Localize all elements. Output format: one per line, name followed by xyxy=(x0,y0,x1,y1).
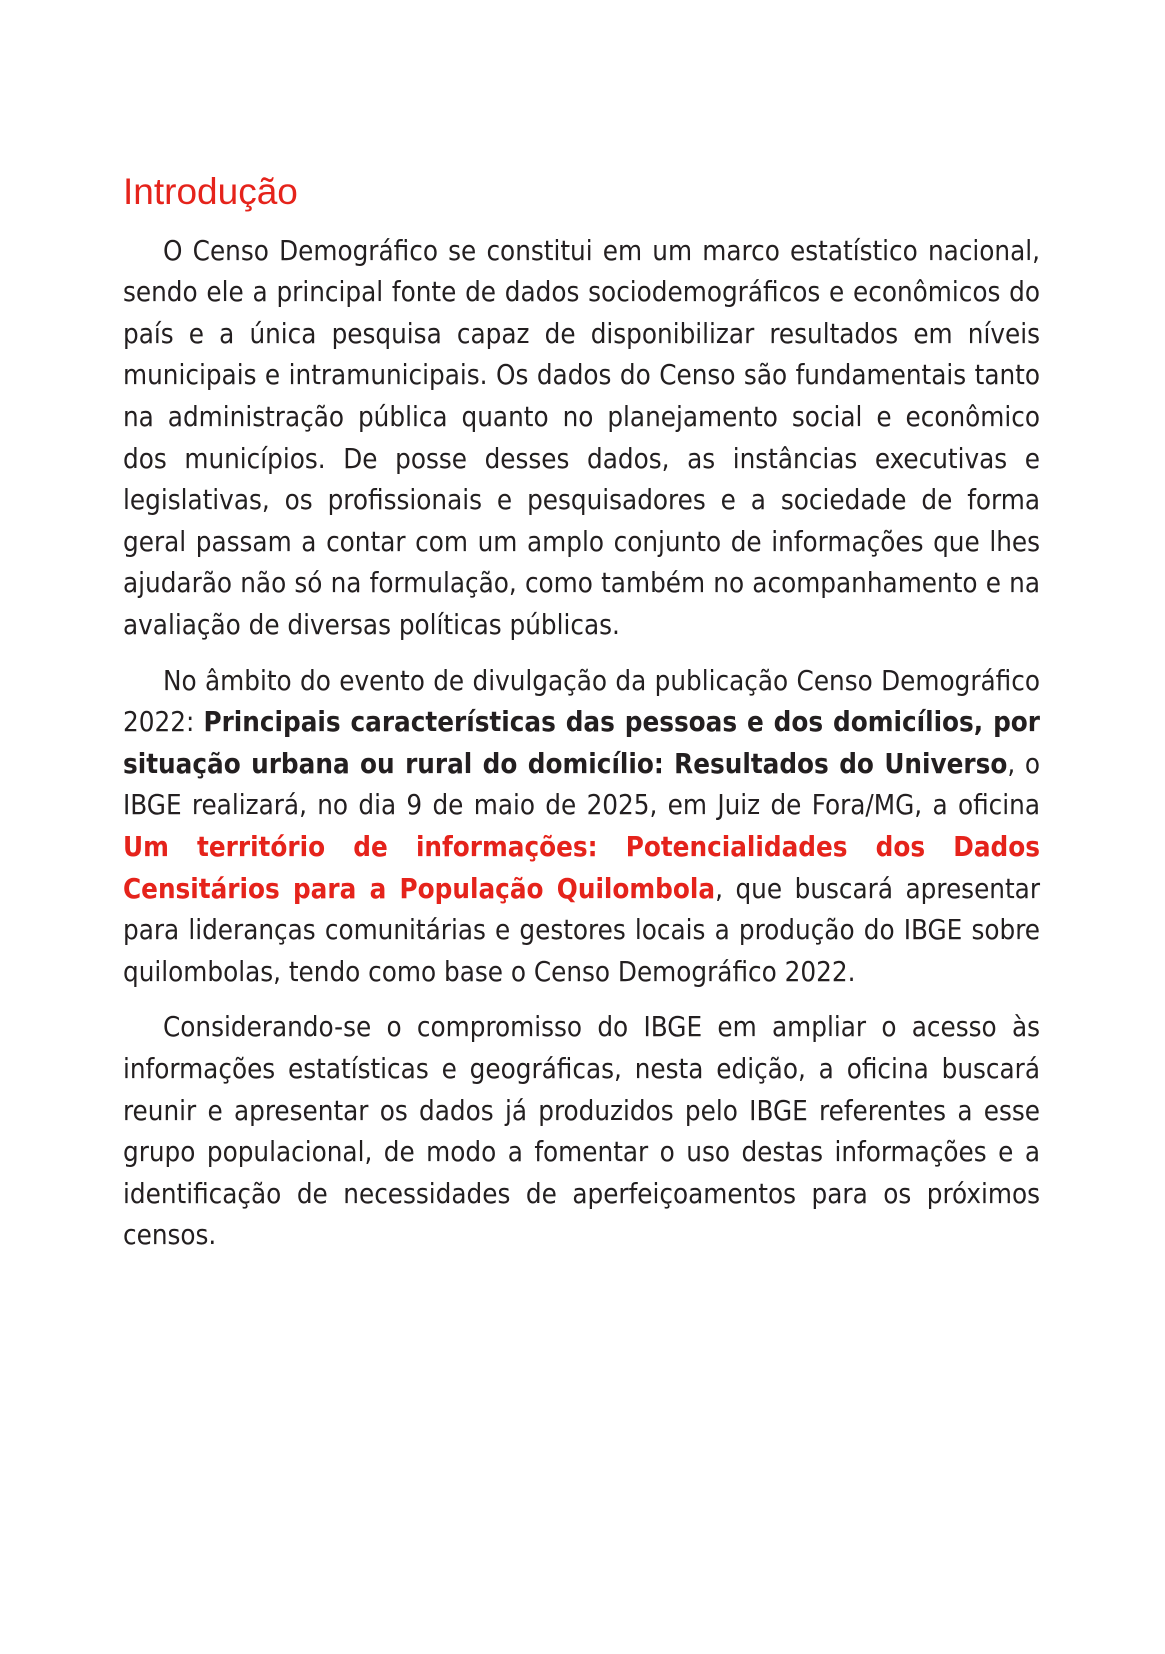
paragraph-3: Considerando-se o compromisso do IBGE em ampliar o acesso às informações estatísticas e geográficas, nesta edição, a oficina buscará reunir e apresentar os dados já produzidos pelo IBGE referentes a esse grupo populacional, de modo a fomentar o uso destas informações e a identificação de necessidades de aperfeiçoamentos para os próximos censos. xyxy=(123,1011,1040,1252)
document-page xyxy=(123,172,1040,1271)
section-heading: Introdução xyxy=(123,171,298,212)
paragraph-2 xyxy=(123,661,1040,994)
publication-title: Principais características das pessoas e dos domicílios, por situação urbana ou rural do domicílio: Resultados do Universo xyxy=(123,706,1040,780)
workshop-title: Um território de informações: Potencialidades dos Dados Censitários para a População Quilombola xyxy=(123,831,1040,905)
paragraph-2-text-1: No âmbito do evento de divulgação da publicação Censo Demográfico 2022: xyxy=(123,664,1040,739)
paragraph-1: O Censo Demográfico se constitui em um marco estatístico nacional, sendo ele a principal fonte de dados sociodemográficos e econômicos do país e a única pesquisa capaz de disponibilizar resultados em níveis municipais e intramunicipais. Os dados do Censo são fundamentais tanto na administração pública quanto no planejamento social e econômico dos municípios. De posse desses dados, as instâncias executivas e legislativas, os profissionais e pesquisadores e a sociedade de forma geral passam a contar com um amplo conjunto de informações que lhes ajudarão não só na formulação, como também no acompanhamento e na avaliação de diversas políticas públicas. xyxy=(123,234,1040,642)
paragraph-2-text-3: , que buscará apresentar para lideranças comunitárias e gestores locais a produção do IBGE sobre quilombolas, tendo como base o Censo Demográfico 2022. xyxy=(123,872,1040,988)
paragraph-2-text-2: , o IBGE realizará, no dia 9 de maio de 2025, em Juiz de Fora/MG, a oficina xyxy=(123,747,1041,822)
